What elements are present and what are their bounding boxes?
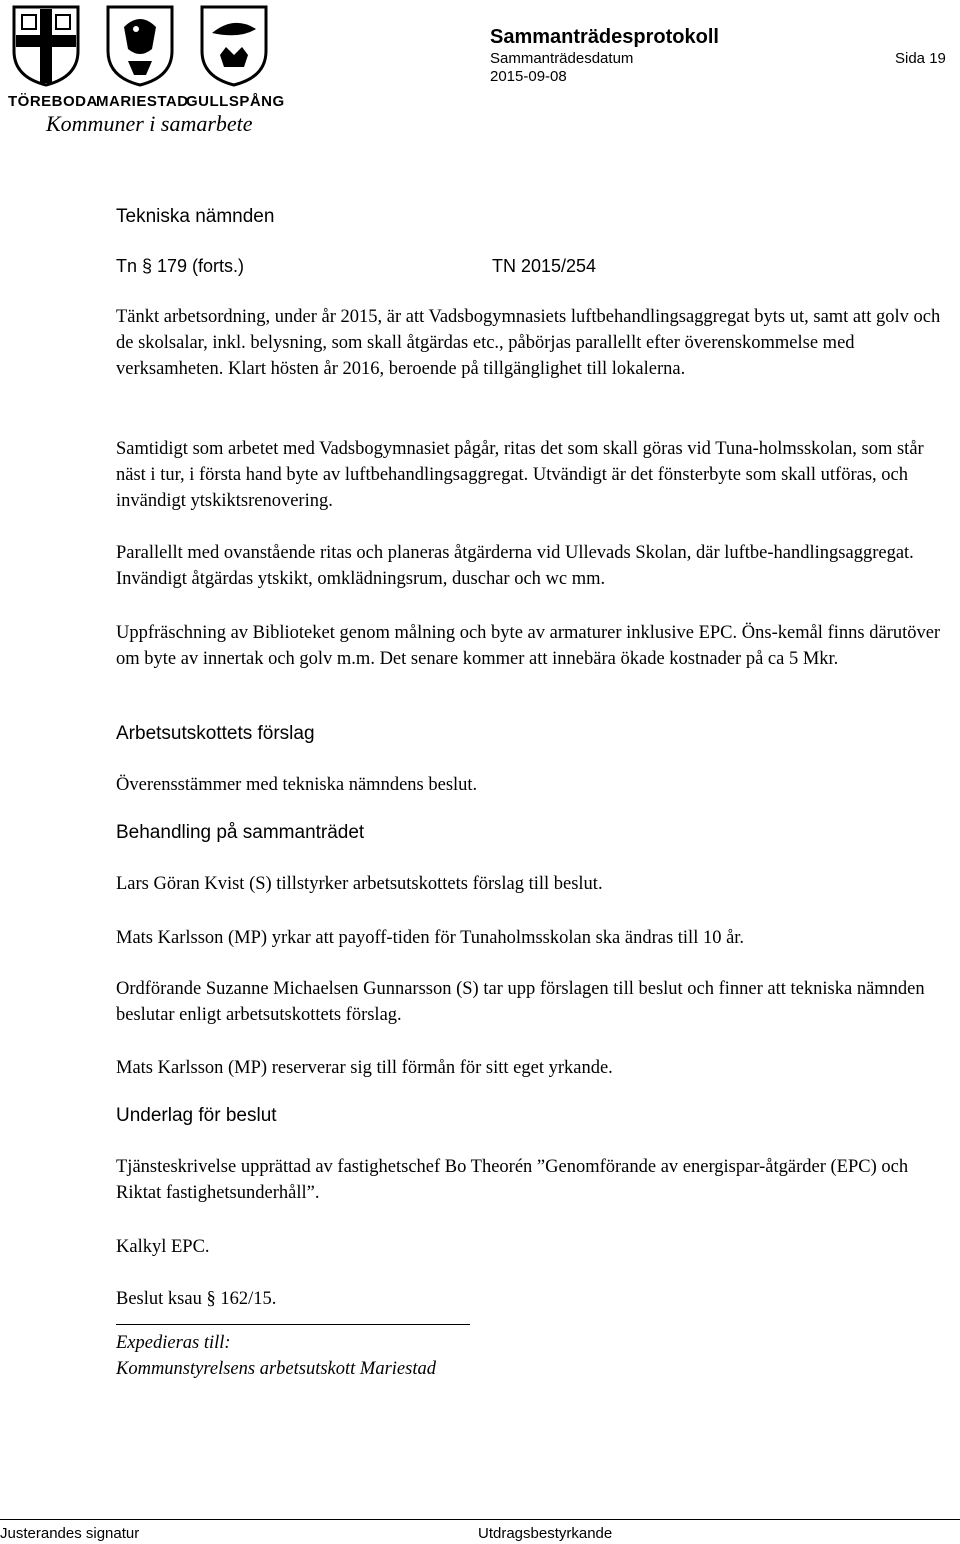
signature-rule (116, 1324, 470, 1325)
footer-signature-label: Justerandes signatur (0, 1525, 140, 1542)
logo-motto: Kommuner i samarbete (46, 111, 253, 136)
section-heading-forslag: Arbetsutskottets förslag (116, 723, 315, 744)
section-heading-underlag: Underlag för beslut (116, 1105, 277, 1126)
paragraph: Mats Karlsson (MP) reserverar sig till förmån för sitt eget yrkande. (116, 1058, 613, 1078)
case-number: TN 2015/254 (492, 256, 597, 276)
page-number: Sida 19 (895, 50, 946, 67)
paragraph: Kalkyl EPC. (116, 1237, 210, 1257)
paragraph: Parallellt med ovanstående ritas och planeras åtgärderna vid Ullevads Skolan, där luftbe-handlingsaggregat. Invändigt åtgärdas ytskikt, omklädningsrum, duschar och wc mm. (116, 543, 914, 589)
gullspang-shield-icon (200, 5, 268, 87)
paragraph: Överensstämmer med tekniska nämndens beslut. (116, 775, 478, 795)
paragraph: Mats Karlsson (MP) yrkar att payoff-tiden för Tunaholmsskolan ska ändras till 10 år. (116, 928, 745, 948)
logo-municipality-2: MARIESTAD (96, 93, 189, 110)
logo-municipality-3: GULLSPÅNG (186, 93, 285, 110)
date-label: Sammanträdesdatum (490, 50, 634, 67)
paragraph: Samtidigt som arbetet med Vadsbogymnasiet pågår, ritas det som skall göras vid Tuna-holmsskolan, som står näst i tur, i första hand byte av luftbehandlingsaggregat. Utvändigt är det fönsterbyte som skall utföras, och invändigt ytskiktsrenovering. (116, 439, 924, 511)
paragraph: Uppfräschning av Biblioteket genom målning och byte av armaturer inklusive EPC. Öns-kemål finns därutöver om byte av innertak och golv m.m. Det senare kommer att innebära ökade kostnader på ca 5 Mkr. (116, 623, 941, 669)
item-reference: Tn § 179 (forts.) (116, 256, 245, 276)
paragraph: Tjänsteskrivelse upprättad av fastighetschef Bo Theorén ”Genomförande av energispar-åtgärder (EPC) och Riktat fastighetsunderhåll”. (116, 1157, 909, 1203)
item-reference-line (116, 256, 716, 277)
footer-extract-label: Utdragsbestyrkande (478, 1525, 613, 1542)
paragraph: Tänkt arbetsordning, under år 2015, är att Vadsbogymnasiets luftbehandlingsaggregat byts ut, samt att golv och de skolsalar, inkl. belysning, som skall åtgärdas etc., påbörjas parallellt efter överenskommelse med verksamheten. Klart hösten år 2016, beroende på tillgänglighet till lokalerna. (116, 307, 941, 379)
paragraph: Beslut ksau § 162/15. (116, 1289, 277, 1309)
municipal-logo (8, 5, 285, 136)
committee-heading: Tekniska nämnden (116, 206, 275, 227)
date-value: 2015-09-08 (490, 68, 567, 85)
footer-divider (0, 1519, 960, 1520)
mariestad-shield-icon (106, 5, 174, 87)
logo-municipality-1: TÖREBODA (8, 93, 98, 110)
document-title: Sammanträdesprotokoll (490, 26, 719, 48)
paragraph: Lars Göran Kvist (S) tillstyrker arbetsutskottets förslag till beslut. (116, 874, 603, 894)
section-heading-behandling: Behandling på sammanträdet (116, 822, 365, 843)
expedieras-label: Expedieras till: (116, 1333, 231, 1353)
paragraph: Ordförande Suzanne Michaelsen Gunnarsson (S) tar upp förslagen till beslut och finner att tekniska nämnden beslutar enligt arbetsutskottets förslag. (116, 979, 925, 1025)
toreboda-shield-icon (12, 5, 80, 87)
expedieras-recipient: Kommunstyrelsens arbetsutskott Mariestad (116, 1359, 436, 1379)
